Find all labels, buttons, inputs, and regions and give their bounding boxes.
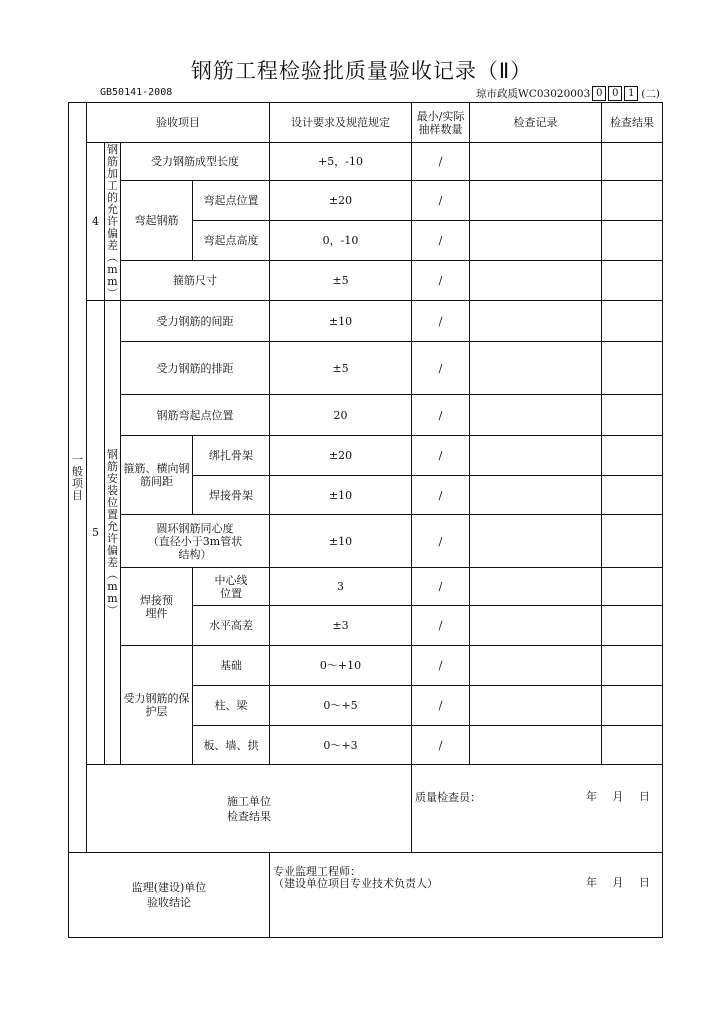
item-group: 箍筋、横向钢 筋间距 [121, 436, 193, 515]
item-name: 弯起点位置 [193, 181, 270, 221]
check-record-cell[interactable] [470, 342, 602, 395]
item-min: / [412, 143, 470, 181]
item-name: 焊接骨架 [193, 476, 270, 515]
header-record: 检查记录 [470, 103, 602, 143]
item-spec: ±20 [270, 436, 412, 476]
check-record-cell[interactable] [470, 261, 602, 301]
item-spec: 0～+3 [270, 726, 412, 765]
item-min: / [412, 342, 470, 395]
header-row [69, 103, 663, 143]
item-min: / [412, 395, 470, 436]
quality-inspector-label: 质量检查员： [415, 790, 481, 804]
check-result-cell[interactable] [602, 646, 663, 686]
item-min: / [412, 686, 470, 726]
item-name: 圆环钢筋同心度 （直径小于3m管状 结构） [121, 515, 270, 568]
record-code-prefix: 琼市政质WC03020003 [476, 88, 591, 100]
record-code-digit-2: 0 [608, 86, 622, 101]
record-code-suffix: (二) [641, 88, 660, 100]
check-record-cell[interactable] [470, 221, 602, 261]
inspection-table [68, 102, 663, 938]
page-title: 钢筋工程检验批质量验收记录（Ⅱ） [190, 59, 533, 83]
check-record-cell[interactable] [470, 476, 602, 515]
section-number: 4 [87, 143, 105, 301]
check-record-cell[interactable] [470, 301, 602, 342]
item-min: / [412, 515, 470, 568]
table-row [69, 301, 663, 342]
check-result-cell[interactable] [602, 261, 663, 301]
item-min: / [412, 568, 470, 606]
header-min: 最小/实际 抽样数量 [412, 103, 470, 143]
item-name: 受力钢筋成型长度 [121, 143, 270, 181]
table-row [69, 646, 663, 686]
supervision-row [69, 853, 663, 938]
check-result-cell[interactable] [602, 686, 663, 726]
item-min: / [412, 221, 470, 261]
item-group: 焊接预 埋件 [121, 568, 193, 646]
item-min: / [412, 606, 470, 646]
construction-row [69, 765, 663, 853]
check-result-cell[interactable] [602, 221, 663, 261]
check-result-cell[interactable] [602, 301, 663, 342]
item-spec: 20 [270, 395, 412, 436]
item-name: 柱、梁 [193, 686, 270, 726]
item-spec: 3 [270, 568, 412, 606]
supervision-engineer-label: 专业监理工程师： （建设单位项目专业技术负责人） [273, 865, 438, 890]
table-row [69, 395, 663, 436]
check-result-cell[interactable] [602, 476, 663, 515]
item-group: 弯起钢筋 [121, 181, 193, 261]
construction-date: 年 月 日 [586, 789, 650, 803]
item-name: 受力钢筋的排距 [121, 342, 270, 395]
supervision-label: 监理(建设)单位 验收结论 [69, 853, 270, 938]
check-record-cell[interactable] [470, 606, 602, 646]
table-row [69, 436, 663, 476]
item-spec: ±10 [270, 515, 412, 568]
item-min: / [412, 726, 470, 765]
item-spec: 0～+5 [270, 686, 412, 726]
item-spec: 0，-10 [270, 221, 412, 261]
item-spec: ±20 [270, 181, 412, 221]
supervision-sign-area[interactable] [270, 853, 663, 938]
item-min: / [412, 181, 470, 221]
item-spec: ±10 [270, 476, 412, 515]
check-result-cell[interactable] [602, 568, 663, 606]
item-group: 受力钢筋的保 护层 [121, 646, 193, 765]
table-row [69, 143, 663, 181]
check-result-cell[interactable] [602, 395, 663, 436]
standard-code: GB50141-2008 [100, 87, 173, 98]
item-spec: ±10 [270, 301, 412, 342]
section-label: 钢 筋 加 工 的 允 许 偏 差 ︵ m m ︶ [105, 143, 121, 301]
item-name: 受力钢筋的间距 [121, 301, 270, 342]
item-name: 中心线 位置 [193, 568, 270, 606]
check-record-cell[interactable] [470, 436, 602, 476]
check-record-cell[interactable] [470, 686, 602, 726]
check-record-cell[interactable] [470, 646, 602, 686]
check-result-cell[interactable] [602, 515, 663, 568]
check-record-cell[interactable] [470, 395, 602, 436]
item-min: / [412, 301, 470, 342]
section-label: 钢 筋 安 装 位 置 允 许 偏 差 ︵ m m ︶ [105, 301, 121, 765]
item-name: 板、墙、拱 [193, 726, 270, 765]
record-code-digit-3: 1 [624, 86, 638, 101]
check-record-cell[interactable] [470, 143, 602, 181]
item-spec: ±5 [270, 342, 412, 395]
item-name: 钢筋弯起点位置 [121, 395, 270, 436]
table-row [69, 515, 663, 568]
check-result-cell[interactable] [602, 606, 663, 646]
table-row [69, 261, 663, 301]
check-result-cell[interactable] [602, 181, 663, 221]
check-result-cell[interactable] [602, 726, 663, 765]
table-row [69, 181, 663, 221]
check-result-cell[interactable] [602, 342, 663, 395]
item-spec: ±5 [270, 261, 412, 301]
item-min: / [412, 436, 470, 476]
item-name: 弯起点高度 [193, 221, 270, 261]
section-number: 5 [87, 301, 105, 765]
item-min: / [412, 476, 470, 515]
item-min: / [412, 646, 470, 686]
construction-label: 施工单位 检查结果 [87, 765, 412, 853]
header-result: 检查结果 [602, 103, 663, 143]
construction-sign-area[interactable] [412, 765, 663, 853]
item-spec: +5，-10 [270, 143, 412, 181]
item-spec: 0～+10 [270, 646, 412, 686]
category-cell: 一 般 项 目 [69, 103, 87, 853]
item-name: 水平高差 [193, 606, 270, 646]
header-spec: 设计要求及规范规定 [270, 103, 412, 143]
check-record-cell[interactable] [470, 726, 602, 765]
supervision-date: 年 月 日 [586, 876, 650, 889]
check-record-cell[interactable] [470, 568, 602, 606]
record-code-digit-1: 0 [592, 86, 606, 101]
check-record-cell[interactable] [470, 515, 602, 568]
check-result-cell[interactable] [602, 143, 663, 181]
item-spec: ±3 [270, 606, 412, 646]
header-item: 验收项目 [87, 103, 270, 143]
check-record-cell[interactable] [470, 181, 602, 221]
item-name: 绑扎骨架 [193, 436, 270, 476]
table-row [69, 342, 663, 395]
record-code [476, 86, 660, 101]
item-min: / [412, 261, 470, 301]
item-name: 箍筋尺寸 [121, 261, 270, 301]
check-result-cell[interactable] [602, 436, 663, 476]
table-row [69, 568, 663, 606]
item-name: 基础 [193, 646, 270, 686]
